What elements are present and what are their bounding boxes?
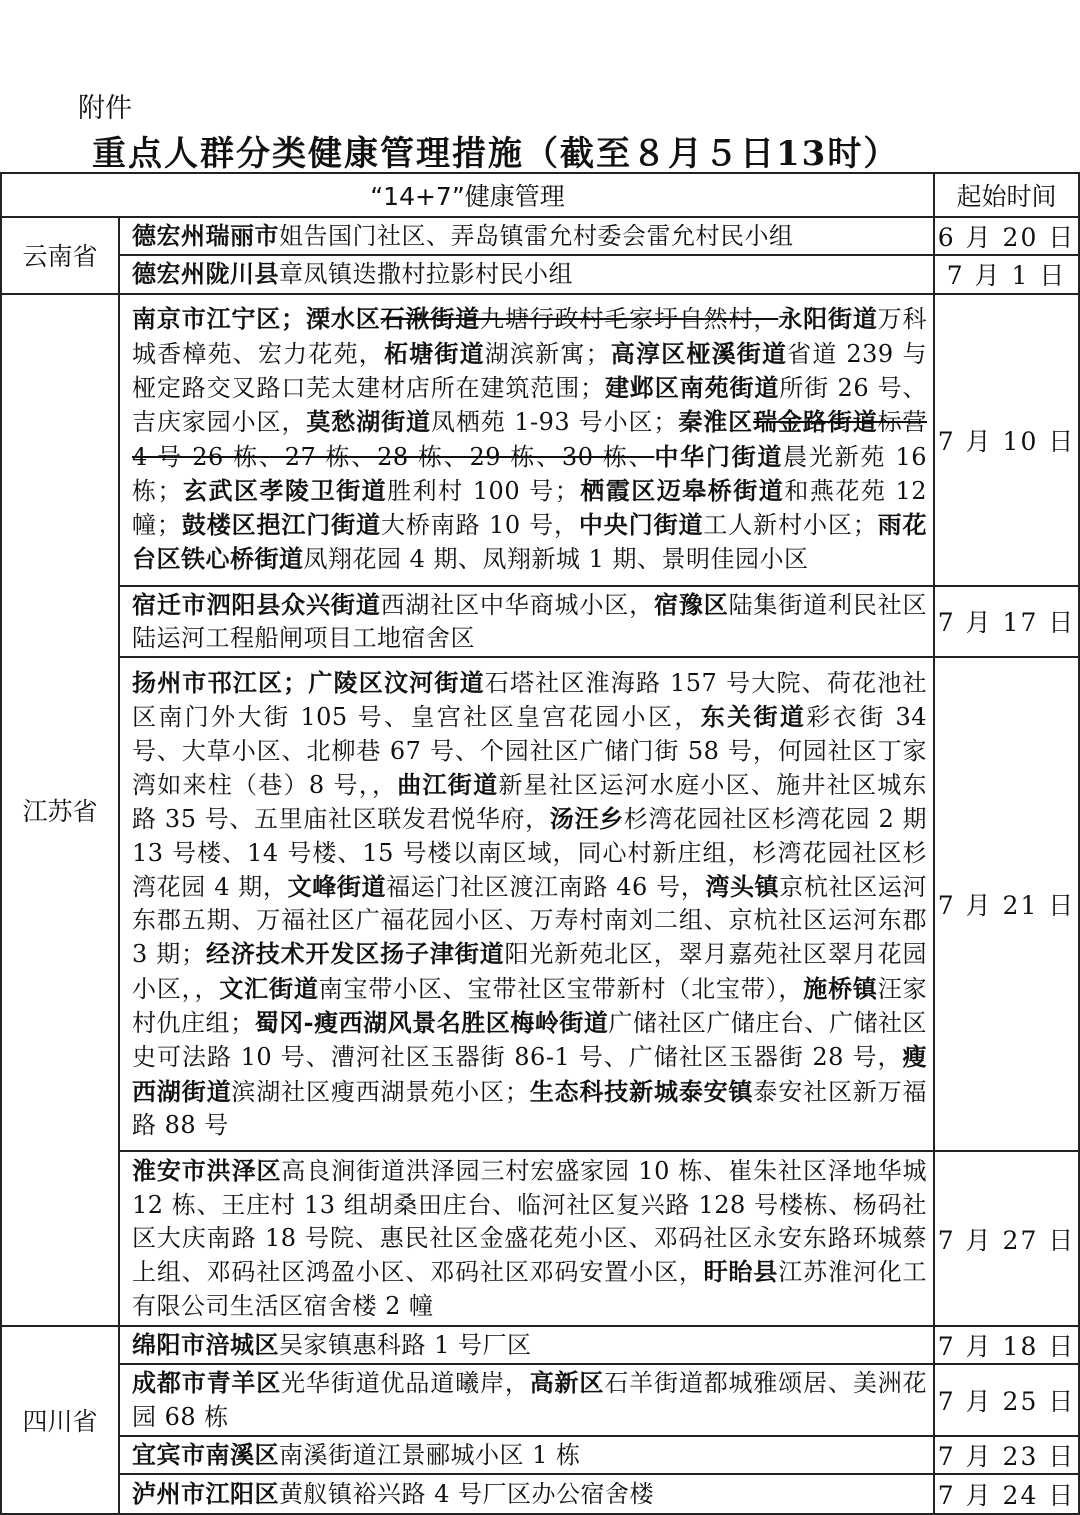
table-body bbox=[1, 173, 1079, 1514]
table-row bbox=[1, 657, 1079, 1151]
area-detail: 大桥南路 10 号， bbox=[380, 511, 579, 540]
area-name: 鼓楼区挹江门街道 bbox=[181, 510, 381, 540]
area-description bbox=[119, 1326, 934, 1364]
area-name: 施桥镇 bbox=[803, 973, 878, 1003]
start-date: 7 月 18 日 bbox=[934, 1326, 1079, 1364]
area-name: 瑞金路街道 bbox=[753, 407, 878, 437]
table-row bbox=[1, 1364, 1079, 1436]
area-name: 蜀冈-瘦西湖风景名胜区梅岭街道 bbox=[254, 1008, 609, 1038]
table-row bbox=[1, 1151, 1079, 1326]
start-date: 7 月 21 日 bbox=[934, 657, 1079, 1151]
start-date: 6 月 20 日 bbox=[934, 217, 1079, 255]
area-name: 南京市江宁区；溧水区 bbox=[132, 304, 381, 334]
start-date: 7 月 24 日 bbox=[934, 1474, 1079, 1514]
page-title: 重点人群分类健康管理措施（截至８月５日13时） bbox=[92, 134, 900, 174]
area-description bbox=[119, 294, 934, 586]
area-name: 生态科技新城泰安镇 bbox=[529, 1076, 754, 1106]
area-name: 东关街道 bbox=[700, 702, 807, 732]
area-name: 泸州市江阳区 bbox=[132, 1479, 279, 1509]
area-name: 扬州市邗江区；广陵区汶河街道 bbox=[132, 668, 485, 698]
area-name: 文峰街道 bbox=[287, 871, 387, 901]
area-name: 成都市青羊区 bbox=[132, 1368, 282, 1398]
area-name: 中央门街道 bbox=[578, 510, 704, 540]
area-name: 淮安市洪泽区 bbox=[132, 1156, 282, 1186]
area-name: 德宏州瑞丽市 bbox=[132, 221, 279, 250]
area-detail: 所街 26 号、吉庆家园小区， bbox=[132, 374, 928, 437]
area-description bbox=[119, 1364, 934, 1436]
table-header-row bbox=[1, 173, 1079, 217]
area-description bbox=[119, 255, 934, 293]
area-detail: 光华街道优品道曦岸， bbox=[281, 1369, 530, 1398]
area-name: 汤汪乡 bbox=[549, 804, 624, 834]
area-detail: 南溪街道江景郦城小区 1 栋 bbox=[279, 1441, 581, 1470]
area-detail: 江苏淮河化工有限公司生活区宿舍楼 2 幢 bbox=[132, 1258, 928, 1320]
area-detail: 福运门社区渡江南路 46 号， bbox=[386, 872, 706, 901]
start-date: 7 月 23 日 bbox=[934, 1436, 1079, 1474]
start-date: 7 月 1 日 bbox=[934, 255, 1079, 293]
area-detail: 汪家村仇庄组； bbox=[132, 974, 928, 1038]
area-detail: 阳光新苑北区，翠月嘉苑社区翠月花园小区，， bbox=[132, 940, 928, 1003]
header-start-time: 起始时间 bbox=[934, 173, 1079, 217]
area-name: 德宏州陇川县 bbox=[132, 259, 279, 289]
area-detail: 姐告国门社区、弄岛镇雷允村委会雷允村民小组 bbox=[279, 222, 794, 250]
province-cell: 四川省 bbox=[1, 1326, 119, 1514]
area-name: 湾头镇 bbox=[705, 871, 780, 901]
area-detail: 胜利村 100 号； bbox=[387, 476, 580, 505]
area-name: 中华门街道 bbox=[654, 441, 784, 471]
area-description bbox=[119, 1151, 934, 1326]
start-date: 7 月 25 日 bbox=[934, 1364, 1079, 1436]
area-description bbox=[119, 1436, 934, 1474]
area-name: 秦淮区 bbox=[677, 407, 754, 437]
area-name: 雨花台区铁心桥街道 bbox=[132, 510, 928, 574]
area-name: 宿迁市泗阳县众兴街道 bbox=[132, 589, 381, 619]
area-detail: 凤翔花园 4 期、凤翔新城 1 期、景明佳园小区 bbox=[303, 545, 809, 574]
area-detail: 九塘行政村毛家圩自然村， bbox=[479, 305, 779, 334]
area-name: 瘦西湖街道 bbox=[132, 1042, 928, 1106]
area-name: 高淳区桠溪街道 bbox=[610, 338, 788, 368]
area-detail: 杉湾花园社区杉湾花园 2 期 13 号楼、14 号楼、15 号楼以南区域，同心村新庄组，杉湾花园社区杉湾花园 4 期， bbox=[132, 805, 928, 901]
area-name: 栖霞区迈皋桥街道 bbox=[579, 475, 785, 505]
province-cell: 江苏省 bbox=[1, 294, 119, 1327]
area-name: 建邺区南苑街道 bbox=[604, 373, 780, 402]
area-detail: 晨光新苑 16 栋； bbox=[132, 442, 928, 505]
area-description bbox=[119, 1474, 934, 1514]
table-row bbox=[1, 586, 1079, 658]
table-row bbox=[1, 1436, 1079, 1474]
area-detail: 石塔社区淮海路 157 号大院、荷花池社区南门外大街 105 号、皇宫社区皇宫花园小区， bbox=[132, 669, 928, 732]
area-name: 玄武区孝陵卫街道 bbox=[182, 475, 388, 505]
area-description bbox=[119, 586, 934, 658]
area-detail: 湖滨新寓； bbox=[484, 339, 611, 368]
start-date: 7 月 10 日 bbox=[934, 294, 1079, 586]
table-row bbox=[1, 217, 1079, 255]
table-row bbox=[1, 255, 1079, 293]
area-detail: 西湖社区中华商城小区， bbox=[380, 590, 654, 619]
header-health-management: “14+7”健康管理 bbox=[1, 173, 934, 217]
area-detail: 和燕花苑 12 幢； bbox=[132, 476, 928, 540]
area-name: 文汇街道 bbox=[219, 973, 319, 1003]
area-name: 曲江街道 bbox=[397, 770, 499, 799]
area-description bbox=[119, 217, 934, 255]
area-detail: 京杭社区运河东郡五期、万福社区广福花园小区、万寿村南刘二组、京杭社区运河东郡 3 期； bbox=[132, 872, 928, 969]
area-name: 莫愁湖街道 bbox=[306, 407, 431, 437]
area-detail: 凤栖苑 1-93 号小区； bbox=[430, 408, 678, 437]
area-detail: 南宝带小区、宝带社区宝带新村（北宝带）， bbox=[318, 974, 804, 1003]
area-detail: 泰安社区新万福路 88 号 bbox=[132, 1077, 928, 1139]
area-name: 宿豫区 bbox=[653, 589, 729, 619]
area-name: 柘塘街道 bbox=[383, 338, 485, 368]
area-detail: 吴家镇惠科路 1 号厂区 bbox=[279, 1331, 532, 1360]
area-detail: 标营 4 号 26 栋、27 栋、28 栋、29 栋、30 栋、 bbox=[132, 408, 928, 471]
area-detail: 滨湖社区瘦西湖景苑小区； bbox=[231, 1077, 530, 1106]
area-name: 盱眙县 bbox=[703, 1257, 779, 1287]
area-name: 石湫街道 bbox=[380, 304, 480, 334]
area-detail: 省道 239 与桠定路交叉路口芜太建材店所在建筑范围； bbox=[132, 339, 928, 402]
area-detail: 工人新村小区； bbox=[703, 511, 878, 540]
attachment-label: 附件 bbox=[78, 93, 132, 124]
province-cell: 云南省 bbox=[1, 217, 119, 294]
area-detail: 新星社区运河水庭小区、施井社区城东路 35 号、五里庙社区联发君悦华府， bbox=[132, 771, 928, 834]
area-name: 绵阳市涪城区 bbox=[132, 1330, 279, 1360]
area-detail: 高良涧街道洪泽园三村宏盛家园 10 栋、崔朱社区泽地华城 12 栋、王庄村 13 组胡桑田庄台、临河社区复兴路 128 号楼栋、杨码社区大庆南路 18 号院、惠民社区金盛花苑小区、邓码社区永安东路环城蔡上组、邓码社区鸿盈小区、邓码社区邓码安置小区， bbox=[132, 1157, 928, 1287]
area-detail: 黄舣镇裕兴路 4 号厂区办公宿舍楼 bbox=[279, 1480, 655, 1509]
table-row bbox=[1, 1326, 1079, 1364]
area-name: 永阳街道 bbox=[778, 304, 878, 334]
area-name: 经济技术开发区扬子津街道 bbox=[205, 939, 505, 969]
area-detail: 广储社区广储庄台、广储社区史可法路 10 号、漕河社区玉器街 86-1 号、广储社区玉器街 28 号， bbox=[132, 1009, 928, 1072]
area-detail: 石羊街道都城雅颂居、美洲花园 68 栋 bbox=[132, 1369, 928, 1431]
table-row bbox=[1, 1474, 1079, 1514]
area-name: 宜宾市南溪区 bbox=[132, 1440, 279, 1470]
area-name: 高新区 bbox=[529, 1368, 605, 1398]
table-row bbox=[1, 294, 1079, 586]
area-detail: 章凤镇迭撒村拉影村民小组 bbox=[279, 260, 573, 289]
area-description bbox=[119, 657, 934, 1151]
start-date: 7 月 17 日 bbox=[934, 586, 1079, 658]
start-date: 7 月 27 日 bbox=[934, 1151, 1079, 1326]
measures-table bbox=[0, 172, 1080, 1515]
area-detail: 万科城香樟苑、宏力花苑， bbox=[132, 305, 928, 368]
area-detail: 陆集街道利民社区陆运河工程船闸项目工地宿舍区 bbox=[132, 590, 928, 652]
area-detail: 彩衣街 34 号、大草小区、北柳巷 67 号、个园社区广储门街 58 号，何园社区丁家湾如来柱（巷）8 号，， bbox=[132, 703, 928, 799]
